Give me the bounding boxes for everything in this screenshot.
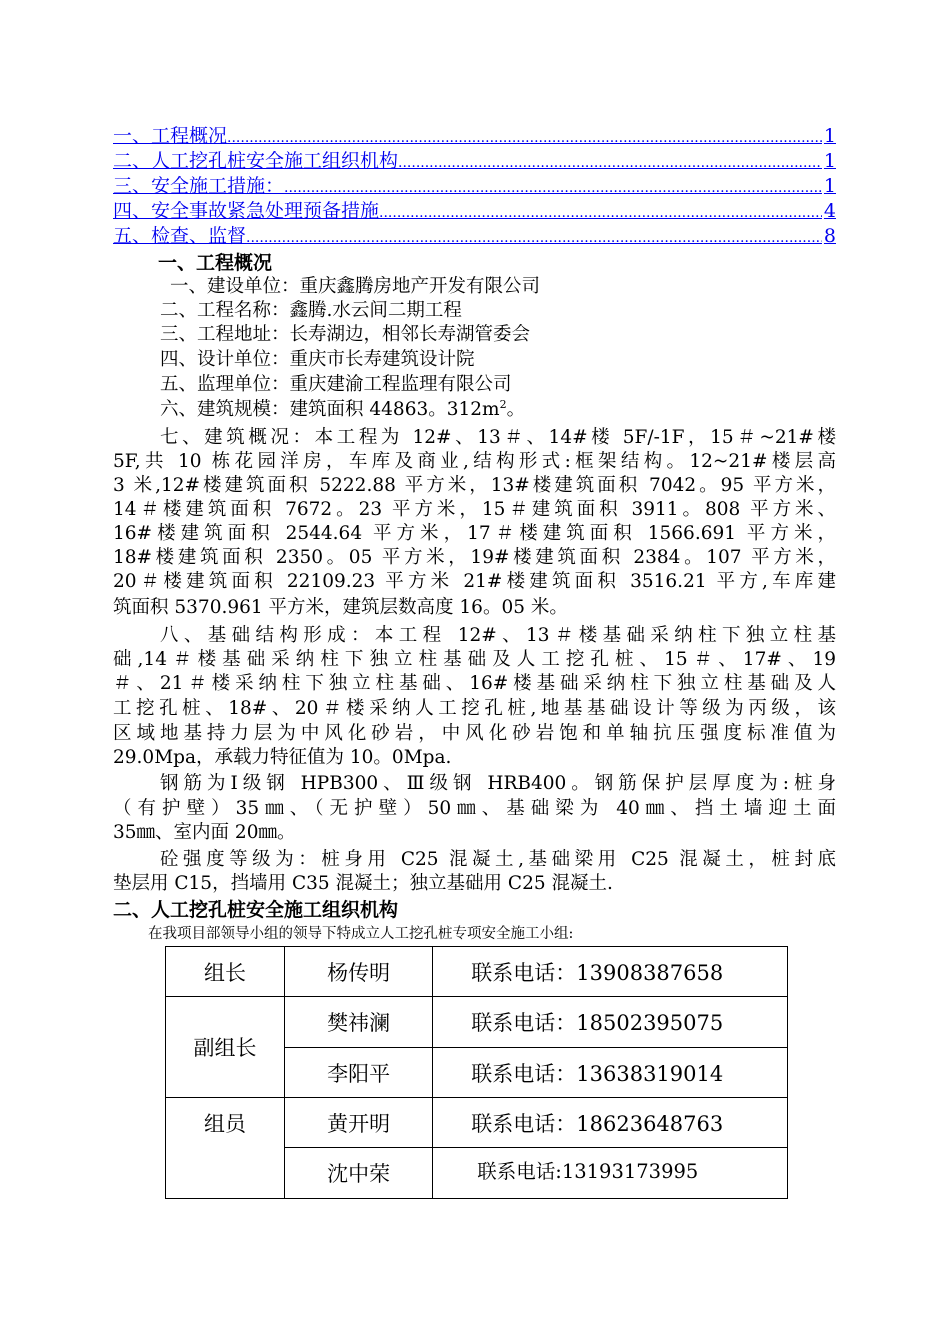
project-item: 三、工程地址：长寿湖边，相邻长寿湖管委会 xyxy=(160,324,531,345)
section-heading-2: 二、人工挖孔桩安全施工组织机构 xyxy=(113,899,399,921)
foundation-line: 29.0Mpa，承载力特征值为 10。0Mpa. xyxy=(113,747,452,768)
name-cell: 李阳平 xyxy=(284,1048,432,1098)
toc-page: 1 xyxy=(823,150,836,172)
rebar-line: （有护壁）35㎜、（无护壁）50㎜、基础梁为 40㎜、挡土墙迎土面 xyxy=(113,798,836,819)
phone-cell: 联系电话：13638319014 xyxy=(433,1048,788,1098)
toc-link-4[interactable] xyxy=(113,199,836,224)
toc-page: 1 xyxy=(823,125,836,147)
role-cell: 组长 xyxy=(166,947,285,997)
toc-leader xyxy=(227,126,822,149)
foundation-line: ＃、21＃楼采纳柱下独立柱基础、16#楼基础采纳柱下独立柱基础及人 xyxy=(113,673,836,694)
project-item: 四、设计单位：重庆市长寿建筑设计院 xyxy=(160,349,475,370)
toc-leader xyxy=(398,151,822,174)
phone-cell: 联系电话:13193173995 xyxy=(433,1148,788,1199)
table-row xyxy=(166,997,788,1048)
toc-title: 二、人工挖孔桩安全施工组织机构 xyxy=(113,150,399,172)
toc-page: 8 xyxy=(823,225,836,247)
overview-line: 14＃楼建筑面积 7672。23 平方米，15＃建筑面积 3911。808 平方米、 xyxy=(113,499,836,520)
foundation-line: 工挖孔桩、18#、20＃楼采纳人工挖孔桩,地基基础设计等级为丙级，该 xyxy=(113,698,836,719)
toc-title: 一、工程概况 xyxy=(113,125,228,147)
concrete-line: 砼强度等级为：桩身用 C25 混凝土,基础梁用 C25 混凝土，桩封底 xyxy=(160,849,836,870)
team-intro: 在我项目部领导小组的领导下特成立人工挖孔桩专项安全施工小组: xyxy=(148,926,574,942)
toc-leader xyxy=(379,201,822,224)
table-of-contents xyxy=(113,124,836,249)
toc-title: 三、安全施工措施： xyxy=(113,175,285,197)
scale-text: 六、建筑规模：建筑面积 44863。312m xyxy=(160,399,500,420)
overview-line: 筑面积 5370.961 平方米，建筑层数高度 16。05 米。 xyxy=(113,597,568,618)
rebar-line: 钢筋为Ⅰ级钢 HPB300、Ⅲ级钢 HRB400。钢筋保护层厚度为:桩身 xyxy=(160,773,836,794)
project-item: 二、工程名称：鑫腾.水云间二期工程 xyxy=(160,300,462,321)
role-cell: 副组长 xyxy=(166,997,285,1098)
project-item-scale xyxy=(160,398,836,422)
name-cell: 杨传明 xyxy=(284,947,432,997)
toc-link-5[interactable] xyxy=(113,224,836,249)
section-heading-1: 一、工程概况 xyxy=(158,252,273,274)
toc-title: 五、检查、监督 xyxy=(113,225,247,247)
overview-line: 20＃楼建筑面积 22109.23 平方米 21#楼建筑面积 3516.21 平方,车库建 xyxy=(113,571,836,592)
toc-title: 四、安全事故紧急处理预备措施 xyxy=(113,200,380,222)
project-item: 五、监理单位：重庆建渝工程监理有限公司 xyxy=(160,374,512,395)
project-item: 一、建设单位：重庆鑫腾房地产开发有限公司 xyxy=(170,276,541,297)
scale-superscript: 2 xyxy=(499,397,507,411)
phone-cell: 联系电话：13908387658 xyxy=(433,947,788,997)
overview-line: 18#楼建筑面积 2350。05 平方米，19#楼建筑面积 2384。107 平方米， xyxy=(113,547,836,568)
overview-line: 七、建筑概况：本工程为 12#、13＃、14#楼 5F/-1F，15＃~21#楼 xyxy=(160,427,836,448)
rebar-line: 35㎜、室内面 20㎜。 xyxy=(113,822,296,843)
toc-page: 4 xyxy=(823,200,836,222)
safety-team-table xyxy=(165,946,788,1199)
scale-suffix: 。 xyxy=(506,399,526,420)
toc-leader xyxy=(284,176,822,199)
phone-cell: 联系电话：18623648763 xyxy=(433,1098,788,1148)
table-row xyxy=(166,947,788,997)
toc-link-3[interactable] xyxy=(113,174,836,199)
overview-line: 3 米,12#楼建筑面积 5222.88 平方米，13#楼建筑面积 7042。95 平方米， xyxy=(113,475,836,496)
phone-cell: 联系电话：18502395075 xyxy=(433,997,788,1048)
overview-line: 5F,共 10 栋花园洋房，车库及商业,结构形式:框架结构。12~21#楼层高 xyxy=(113,451,836,472)
foundation-line: 八、基础结构形成：本工程 12#、13＃楼基础采纳柱下独立柱基 xyxy=(160,625,836,646)
toc-link-2[interactable] xyxy=(113,149,836,174)
role-cell: 组员 xyxy=(166,1098,285,1199)
table-row xyxy=(166,1098,788,1148)
overview-line: 16#楼建筑面积 2544.64 平方米，17＃楼建筑面积 1566.691 平方米， xyxy=(113,523,836,544)
toc-link-1[interactable] xyxy=(113,124,836,149)
foundation-line: 区域地基持力层为中风化砂岩，中风化砂岩饱和单轴抗压强度标准值为 xyxy=(113,723,836,744)
name-cell: 沈中荣 xyxy=(284,1148,432,1199)
concrete-line: 垫层用 C15，挡墙用 C35 混凝土；独立基础用 C25 混凝土. xyxy=(113,873,613,894)
foundation-line: 础,14＃楼基础采纳柱下独立柱基础及人工挖孔桩、15＃、17#、19 xyxy=(113,649,836,670)
name-cell: 黄开明 xyxy=(284,1098,432,1148)
toc-page: 1 xyxy=(823,175,836,197)
toc-leader xyxy=(246,226,822,249)
name-cell: 樊祎澜 xyxy=(284,997,432,1048)
